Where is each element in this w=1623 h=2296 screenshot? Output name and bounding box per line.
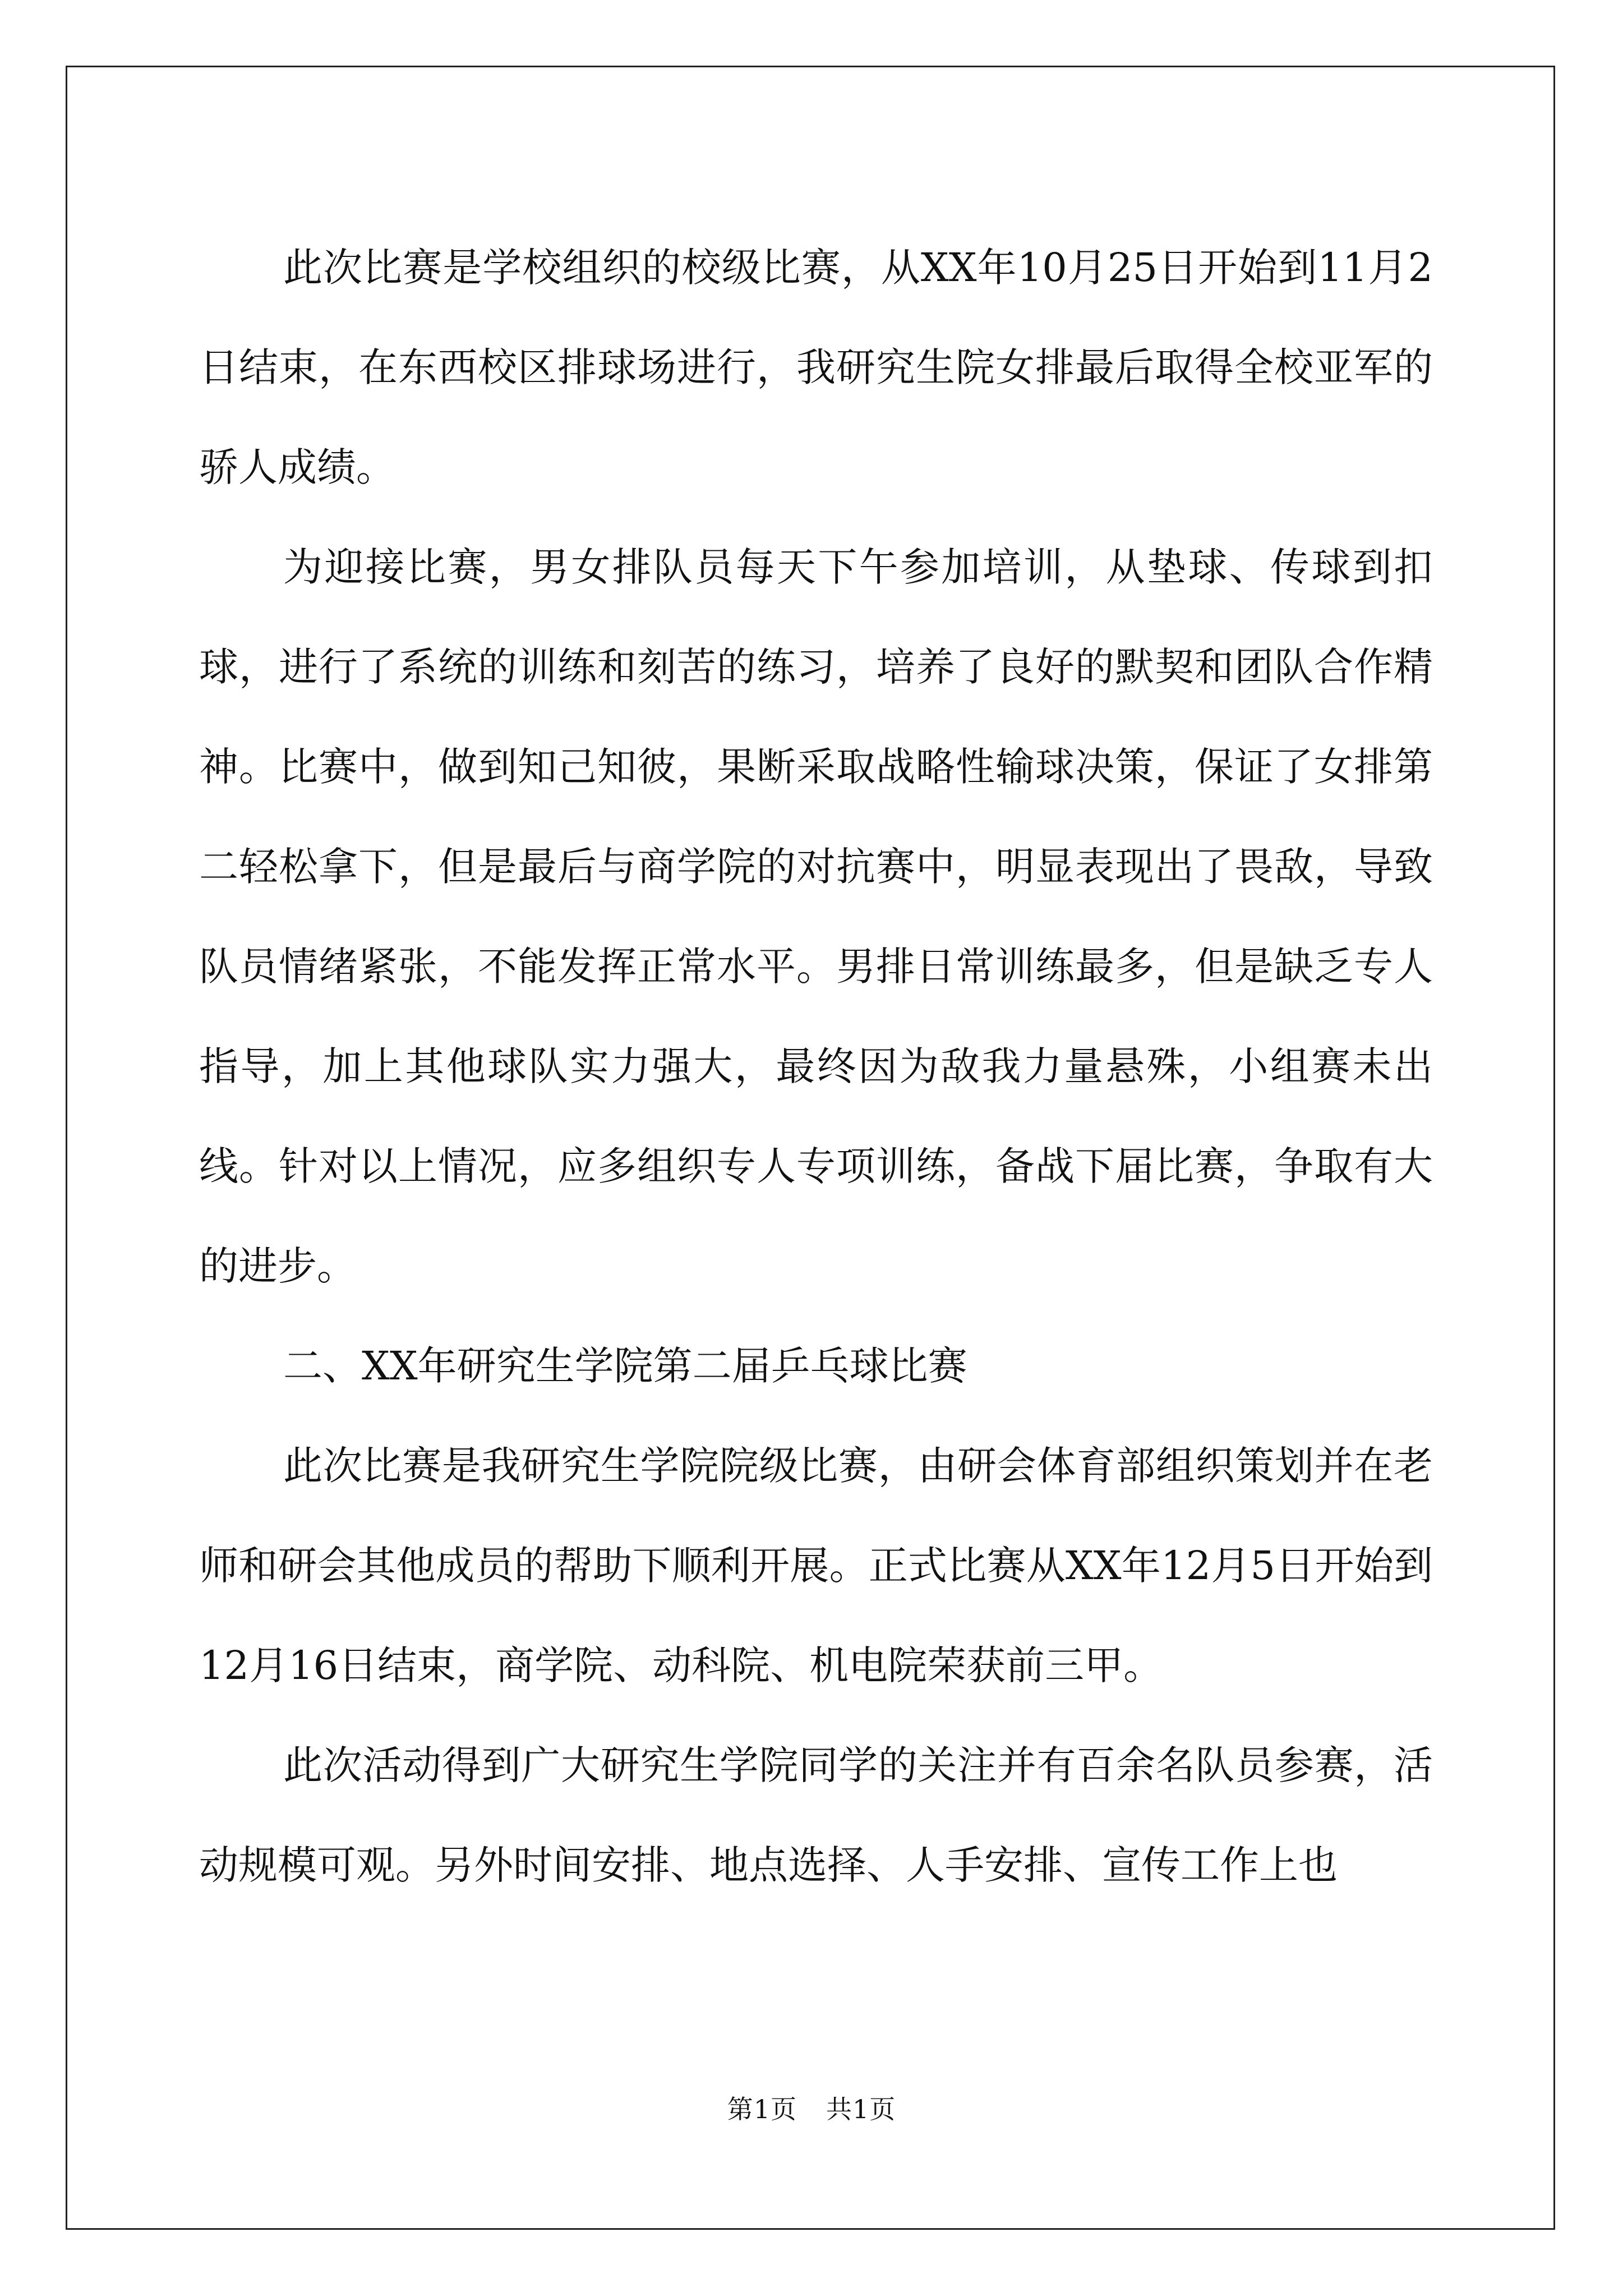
document-body [199,218,1433,1915]
section-heading-table-tennis: 二、XX年研究生学院第二届乒乓球比赛 [283,1343,967,1389]
paragraph-table-tennis-intro: 此次比赛是我研究生学院院级比赛，由研会体育部组织策划并在老师和研会其他成员的帮助下顺利开展。正式比赛从XX年12月5日开始到12月16日结束，商学院、动科院、机电院荣获前三甲。 [199,1443,1433,1688]
paragraph-table-tennis-activity: 此次活动得到广大研究生学院同学的关注并有百余名队员参赛，活动规模可观。另外时间安排、地点选择、人手安排、宣传工作上也 [199,1742,1433,1888]
paragraph-volleyball-training: 为迎接比赛，男女排队员每天下午参加培训，从垫球、传球到扣球，进行了系统的训练和刻苦的练习，培养了良好的默契和团队合作精神。比赛中，做到知己知彼，果断采取战略性输球决策，保证了女排第二轻松拿下，但是最后与商学院的对抗赛中，明显表现出了畏敌，导致队员情绪紧张，不能发挥正常水平。男排日常训练最多，但是缺乏专人指导，加上其他球队实力强大，最终因为敌我力量悬殊，小组赛未出线。针对以上情况，应多组织专人专项训练，备战下届比赛，争取有大的进步。 [199,544,1433,1289]
page-total: 共1页 [826,2094,896,2124]
page-footer [0,2092,1623,2126]
page-number: 第1页 [727,2094,797,2124]
paragraph-volleyball-intro: 此次比赛是学校组织的校级比赛，从XX年10月25日开始到11月2日结束，在东西校区排球场进行，我研究生院女排最后取得全校亚军的骄人成绩。 [199,245,1433,490]
